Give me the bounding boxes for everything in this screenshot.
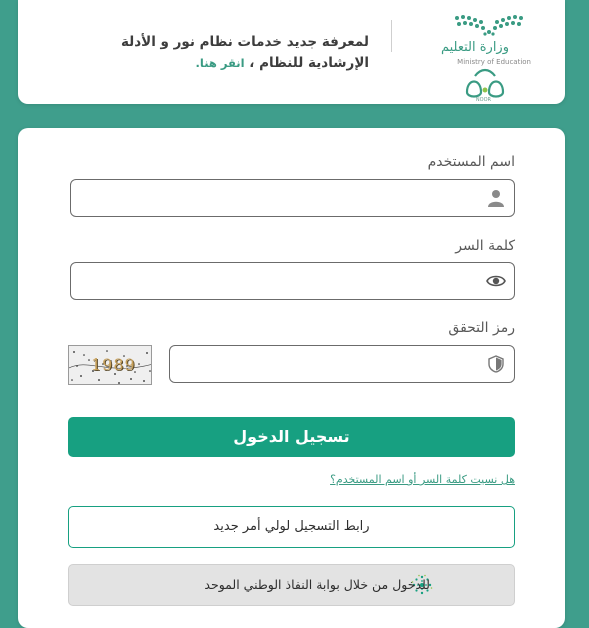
captcha-field <box>169 345 515 383</box>
captcha-label: رمز التحقق <box>448 320 515 336</box>
login-form-card <box>18 128 565 628</box>
captcha-image[interactable] <box>68 345 152 385</box>
user-icon <box>486 188 506 208</box>
ministry-name-en: Ministry of Education <box>457 58 531 66</box>
password-input[interactable] <box>90 263 474 301</box>
username-input[interactable] <box>90 180 474 218</box>
username-field <box>70 179 515 217</box>
ministry-logo-dots-icon <box>453 12 525 40</box>
username-label: اسم المستخدم <box>427 154 515 170</box>
noor-label: NOOR <box>475 97 491 103</box>
shield-icon <box>486 354 506 374</box>
header-message-text: لمعرفة جديد خدمات نظام نور و الأدلة الإرشادية للنظام ، <box>120 34 369 71</box>
header-divider <box>391 20 392 52</box>
register-guardian-button[interactable]: رابط التسجيل لولي أمر جديد <box>68 506 515 548</box>
eye-icon[interactable] <box>486 271 506 291</box>
header-message <box>79 32 369 74</box>
ministry-logo <box>425 8 545 103</box>
login-button[interactable]: تسجيل الدخول <box>68 417 515 457</box>
password-label: كلمة السر <box>455 238 515 254</box>
captcha-code: 1989 <box>91 355 136 374</box>
forgot-credentials-link[interactable]: هل نسيت كلمة السر أو اسم المستخدم؟ <box>330 473 515 486</box>
header-card <box>18 0 565 104</box>
password-field <box>70 262 515 300</box>
ministry-name-ar: وزارة التعليم <box>440 40 509 55</box>
click-here-link[interactable]: انقر هنا. <box>195 56 245 70</box>
nafath-login-label: للدخول من خلال بوابة النفاذ الوطني الموحد <box>204 577 430 592</box>
